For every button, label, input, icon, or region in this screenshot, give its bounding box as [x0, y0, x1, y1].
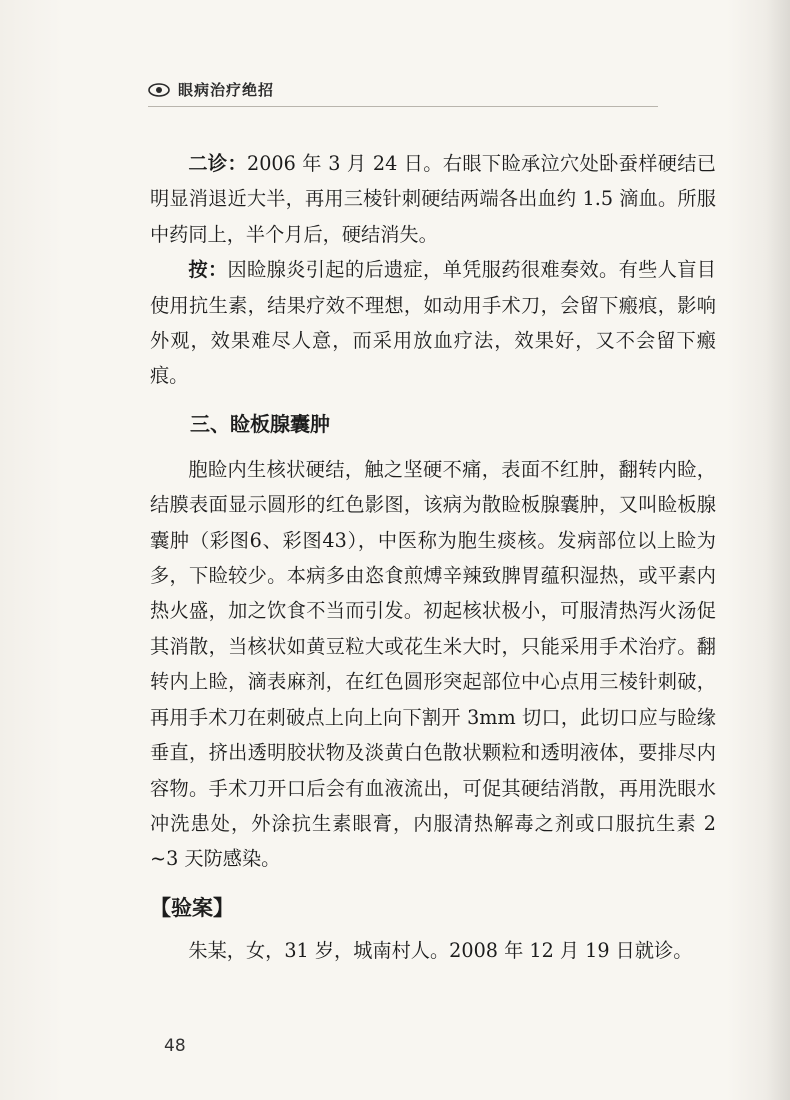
- body-text: [150, 146, 716, 968]
- note-text: 因睑腺炎引起的后遗症，单凭服药很难奏效。有些人盲目使用抗生素，结果疗效不理想，如动用手术刀，会留下瘢痕，影响外观，效果难尽人意，而采用放血疗法，效果好，又不会留下瘢痕。: [150, 258, 716, 388]
- paragraph-second-visit: [150, 146, 716, 252]
- page-number: 48: [164, 1036, 186, 1056]
- second-visit-text: 2006 年 3 月 24 日。右眼下睑承泣穴处卧蚕样硬结已明显消退近大半，再用三棱针刺硬结两端各出血约 1.5 滴血。所服中药同上，半个月后，硬结消失。: [150, 152, 716, 246]
- case-heading: 【验案】: [150, 895, 234, 920]
- note-label: 按：: [188, 258, 228, 282]
- running-header: [148, 74, 274, 104]
- section-heading: 三、睑板腺囊肿: [190, 411, 330, 436]
- paragraph-chalazion: 胞睑内生核状硬结，触之坚硬不痛，表面不红肿，翻转内睑，结膜表面显示圆形的红色影图，该病为散睑板腺囊肿，又叫睑板腺囊肿（彩图6、彩图43），中医称为胞生痰核。发病部位以上睑为多，下睑较少。本病多由恣食煎煿辛辣致脾胃蕴积湿热，或平素内热火盛，加之饮食不当而引发。初起核状极小，可服清热泻火汤促其消散，当核状如黄豆粒大或花生米大时，只能采用手术治疗。翻转内上睑，滴表麻剂，在红色圆形突起部位中心点用三棱针刺破，再用手术刀在刺破点上向上向下割开 3mm 切口，此切口应与睑缘垂直，挤出透明胶状物及淡黄白色散状颗粒和透明液体，要排尽内容物。手术刀开口后会有血液流出，可促其硬结消散，再用洗眼水冲洗患处，外涂抗生素眼膏，内服清热解毒之剂或口服抗生素 2 ~3 天防感染。: [150, 457, 716, 871]
- paragraph-case: 朱某，女，31 岁，城南村人。2008 年 12 月 19 日就诊。: [188, 938, 693, 962]
- book-title: 眼病治疗绝招: [178, 80, 275, 99]
- second-visit-label: 二诊：: [188, 152, 247, 175]
- header-divider: [148, 106, 658, 107]
- eye-icon: [148, 82, 170, 96]
- page-edge-shadow: [766, 0, 790, 1100]
- paragraph-note: [150, 252, 716, 394]
